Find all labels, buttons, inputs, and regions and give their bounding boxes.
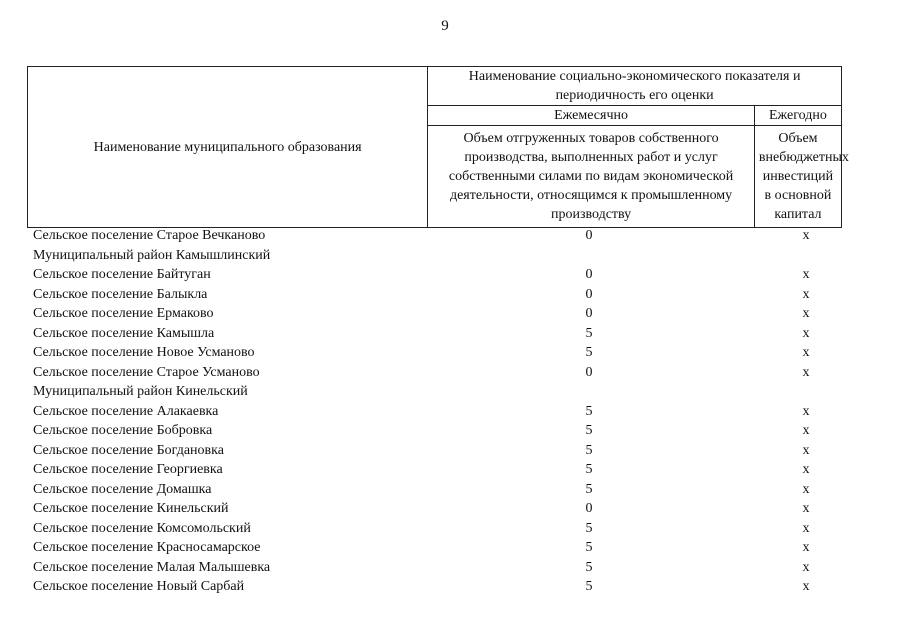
monthly-value: 0 — [585, 267, 593, 282]
yearly-value: x — [802, 481, 810, 497]
monthly-value: 5 — [585, 403, 593, 419]
table-body — [33, 226, 853, 597]
table-header — [27, 66, 849, 228]
monthly-value: 5 — [585, 462, 593, 477]
municipality-name: Сельское поселение Георгиевка — [33, 462, 223, 477]
page-number: 9 — [441, 18, 449, 34]
table-row — [33, 421, 853, 441]
yearly-header: Ежегодно — [754, 106, 841, 126]
yearly-value: x — [802, 442, 810, 458]
table-row — [33, 382, 853, 402]
table-row — [33, 363, 853, 383]
municipality-name: Сельское поселение Домашка — [33, 481, 212, 497]
table-row — [33, 577, 853, 597]
table-row — [33, 441, 853, 461]
monthly-indicator-header: Объем отгруженных товаров собственного производства, выполненных работ и услуг собственными силами по видам экономической деятельности, относящимся к промышленному производству — [428, 126, 755, 228]
table-row — [33, 460, 853, 480]
table-row — [33, 499, 853, 519]
monthly-value: 0 — [585, 306, 593, 321]
monthly-value: 5 — [585, 442, 593, 458]
yearly-value: x — [802, 559, 810, 575]
table-row — [33, 285, 853, 305]
yearly-value: x — [802, 520, 810, 536]
yearly-value: x — [802, 579, 810, 594]
municipality-name: Сельское поселение Малая Малышевка — [33, 559, 271, 575]
table-row — [33, 402, 853, 422]
municipality-name: Сельское поселение Старое Вечканово — [33, 228, 266, 243]
yearly-value: x — [802, 403, 810, 419]
table-row — [33, 324, 853, 344]
municipality-name: Сельское поселение Балыкла — [33, 286, 208, 302]
yearly-value: x — [802, 228, 810, 243]
monthly-value: 0 — [585, 228, 593, 243]
monthly-value: 5 — [585, 579, 593, 594]
table-row — [33, 343, 853, 363]
monthly-value: 0 — [585, 501, 593, 516]
monthly-value: 5 — [585, 325, 593, 341]
municipality-name: Муниципальный район Камышлинский — [33, 247, 271, 263]
municipality-name: Сельское поселение Камышла — [33, 325, 215, 341]
yearly-value: x — [802, 501, 810, 516]
municipality-name: Сельское поселение Бобровка — [33, 423, 213, 438]
monthly-value: 0 — [585, 286, 593, 302]
municipality-name: Сельское поселение Кинельский — [33, 501, 229, 516]
table-row — [33, 265, 853, 285]
municipality-name: Сельское поселение Старое Усманово — [33, 364, 260, 380]
municipality-column-header: Наименование муниципального образования — [28, 67, 428, 228]
yearly-value: x — [802, 423, 810, 438]
yearly-value: x — [802, 267, 810, 282]
municipality-name: Сельское поселение Комсомольский — [33, 520, 251, 536]
monthly-value: 5 — [585, 540, 593, 555]
table-row — [33, 304, 853, 324]
monthly-value: 5 — [585, 345, 593, 360]
yearly-value: x — [802, 540, 810, 555]
monthly-value: 5 — [585, 423, 593, 438]
municipality-name: Сельское поселение Алакаевка — [33, 403, 219, 419]
monthly-header: Ежемесячно — [428, 106, 755, 126]
municipality-name: Сельское поселение Байтуган — [33, 267, 211, 282]
municipality-name: Сельское поселение Богдановка — [33, 442, 224, 458]
monthly-value: 5 — [585, 559, 593, 575]
yearly-value: x — [802, 364, 810, 380]
municipality-name: Сельское поселение Ермаково — [33, 306, 214, 321]
monthly-value: 0 — [585, 364, 593, 380]
yearly-value: x — [802, 325, 810, 341]
table-row — [33, 480, 853, 500]
municipality-name: Сельское поселение Красносамарское — [33, 540, 261, 555]
table-row — [33, 226, 853, 246]
monthly-value: 5 — [585, 481, 593, 497]
table-row — [33, 246, 853, 266]
table-row — [33, 558, 853, 578]
table-row — [33, 519, 853, 539]
yearly-value: x — [802, 286, 810, 302]
yearly-value: x — [802, 345, 810, 360]
indicator-group-header: Наименование социально-экономического показателя и периодичность его оценки — [428, 67, 842, 106]
yearly-value: x — [802, 306, 810, 321]
municipality-name: Сельское поселение Новый Сарбай — [33, 579, 245, 594]
municipality-name: Сельское поселение Новое Усманово — [33, 345, 255, 360]
table-row — [33, 538, 853, 558]
monthly-value: 5 — [585, 520, 593, 536]
municipality-name: Муниципальный район Кинельский — [33, 384, 248, 399]
yearly-indicator-header: Объем внебюджетных инвестиций в основной капитал — [754, 126, 841, 228]
yearly-value: x — [802, 462, 810, 477]
